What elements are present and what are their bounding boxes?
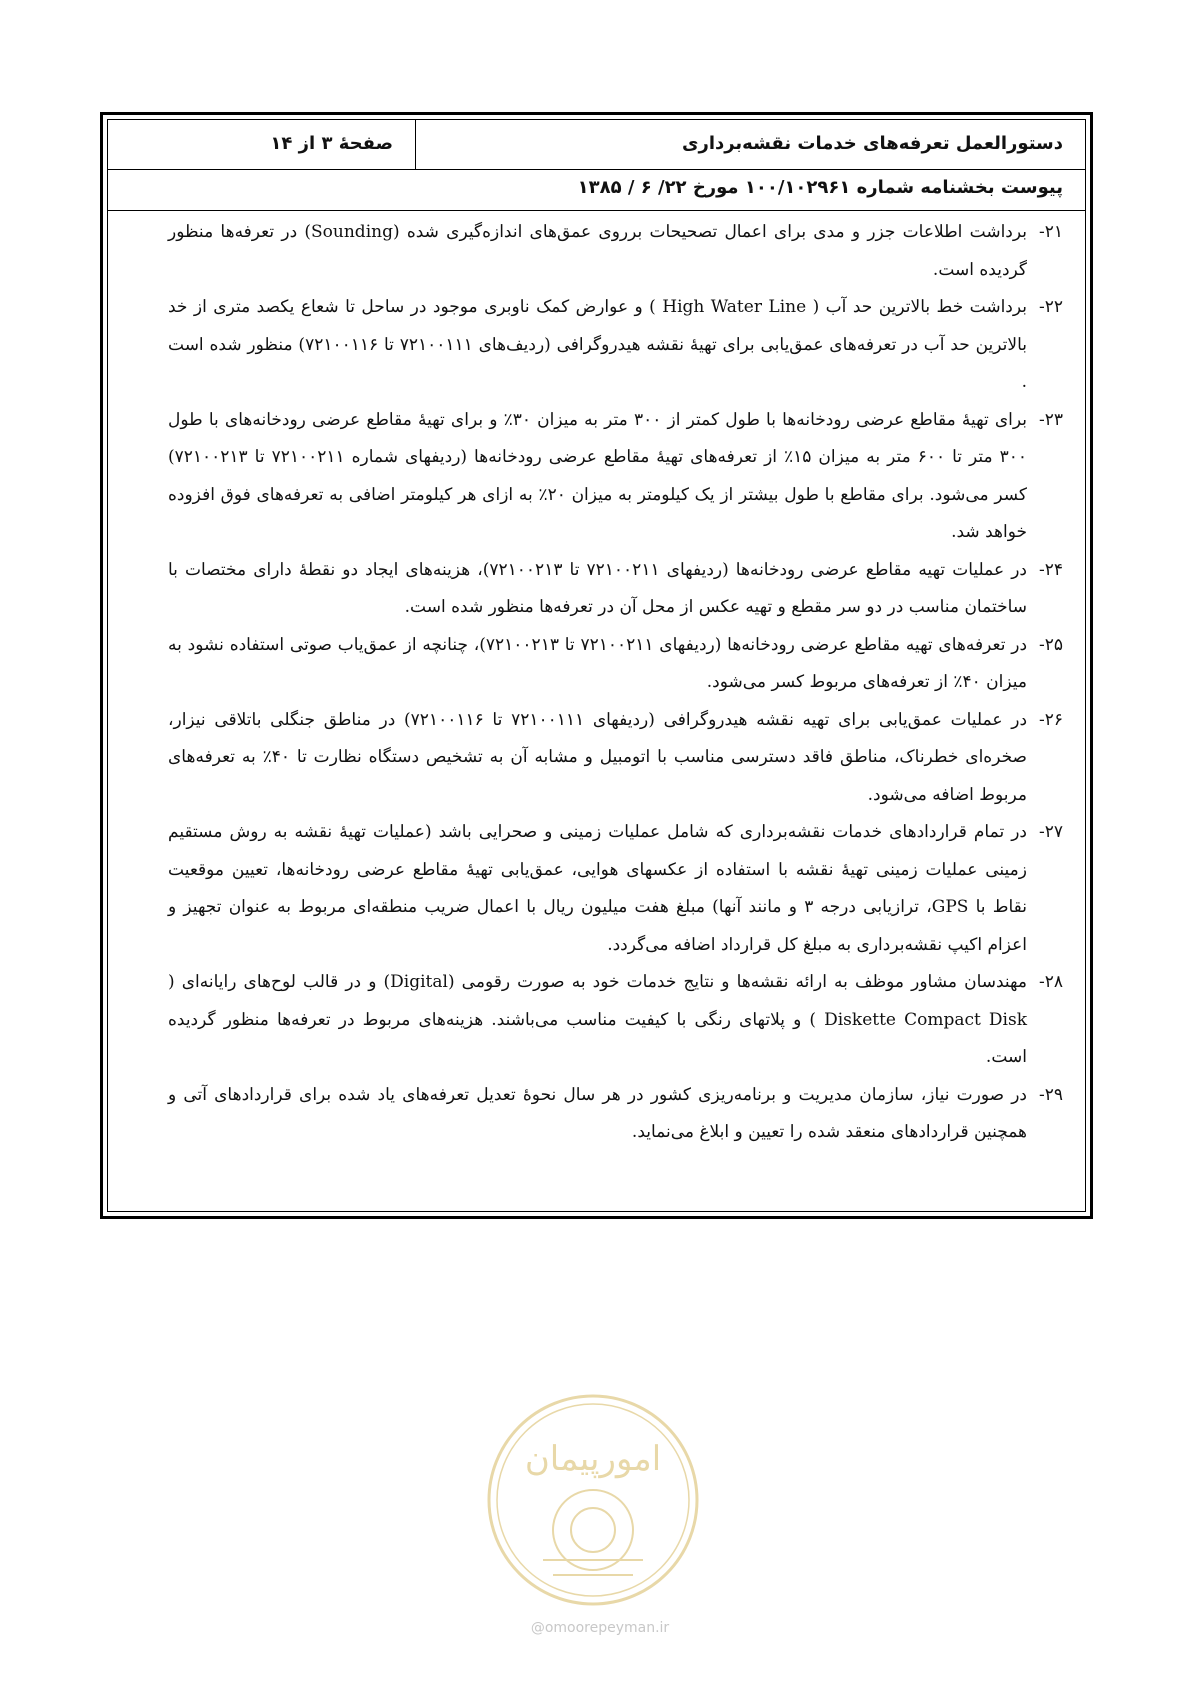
item-text: در عملیات تهیه مقاطع عرضی رودخانه‌ها (ردیفهای ۷۲۱۰۰۲۱۱ تا ۷۲۱۰۰۲۱۳)، هزینه‌های ایجاد دو نقطهٔ دارای مختصات با ساختمان مناسب در دو سر مقطع و تهیه عکس از محل آن در تعرفه‌ها منظور شده است. — [168, 559, 1027, 617]
item-text: در تعرفه‌های تهیه مقاطع عرضی رودخانه‌ها (ردیفهای ۷۲۱۰۰۲۱۱ تا ۷۲۱۰۰۲۱۳)، چنانچه از عمق‌یاب صوتی استفاده نشود به میزان ۴۰٪ از تعرفه‌های مربوط کسر می‌شود. — [168, 634, 1028, 692]
list-item — [168, 289, 1063, 402]
item-number: ۲۸- — [1038, 972, 1063, 992]
item-text: برداشت اطلاعات جزر و مدی برای اعمال تصحیحات برروی عمق‌های اندازه‌گیری شده (Sounding) در تعرفه‌ها منظور گردیده است. — [168, 222, 1027, 280]
item-number: ۲۱- — [1038, 222, 1063, 242]
seal-lettering: امورپیمان — [524, 1439, 662, 1479]
page-number: صفحهٔ ۳ از ۱۴ — [270, 133, 393, 154]
document-title: دستورالعمل تعرفه‌های خدمات نقشه‌برداری — [681, 133, 1063, 154]
list-item — [168, 402, 1063, 552]
item-number: ۲۹- — [1038, 1084, 1063, 1105]
item-number: ۲۶- — [1038, 709, 1063, 730]
item-text: مهندسان مشاور موظف به ارائه نقشه‌ها و نتایج خدمات خود به صورت رقومی (Digital) و در قالب لوح‌های رایانه‌ای ( Diskette Compact Disk ) و پلاتهای رنگی با کیفیت مناسب می‌باشند. هزینه‌های مربوط در تعرفه‌ها منظور گردیده است. — [168, 972, 1028, 1067]
list-item — [168, 552, 1063, 627]
list-item — [168, 814, 1063, 964]
item-number: ۲۲- — [1038, 297, 1063, 317]
item-number: ۲۴- — [1038, 559, 1063, 580]
header-attachment-row — [108, 169, 1085, 211]
item-text: در تمام قراردادهای خدمات نقشه‌برداری که شامل عملیات زمینی و صحرایی باشد (عملیات تهیهٔ نقشه به روش مستقیم زمینی عملیات زمینی تهیهٔ نقشه با استفاده از عکسهای هوایی، عمق‌یابی تهیهٔ مقاطع عرضی رودخانه‌ها، تعیین موقعیت نقاط با GPS، ترازیابی درجه ۳ و مانند آنها) مبلغ هفت میلیون ریال با اعمال ضریب منطقه‌ای مربوط به عنوان تجهیز و اعزام اکیپ نقشه‌برداری به مبلغ کل قرارداد اضافه می‌گردد. — [168, 822, 1027, 955]
document-inner-frame — [107, 119, 1086, 1212]
item-number: ۲۳- — [1038, 409, 1063, 430]
list-item — [168, 702, 1063, 815]
item-text: برای تهیهٔ مقاطع عرضی رودخانه‌ها با طول کمتر از ۳۰۰ متر به میزان ۳۰٪ و برای تهیهٔ مقاطع عرضی رودخانه‌های با طول ۳۰۰ متر تا ۶۰۰ متر به میزان ۱۵٪ از تعرفه‌های تهیهٔ مقاطع عرضی رودخانه‌ها (ردیفهای شماره ۷۲۱۰۰۲۱۱ تا ۷۲۱۰۰۲۱۳) کسر می‌شود. برای مقاطع با طول بیشتر از یک کیلومتر به میزان ۲۰٪ به ازای هر کیلومتر اضافی به تعرفه‌های فوق افزوده خواهد شد. — [168, 409, 1028, 542]
page-number-cell — [108, 120, 416, 169]
item-number: ۲۷- — [1038, 822, 1063, 842]
header-title-row — [108, 120, 1085, 170]
attachment-reference: پیوست بخشنامه شماره ۱۰۰/۱۰۲۹۶۱ مورخ ۲۲/ ۶ / ۱۳۸۵ — [577, 177, 1063, 198]
list-item — [168, 627, 1063, 702]
list-item — [168, 1077, 1063, 1152]
list-item — [168, 214, 1063, 289]
list-item — [168, 964, 1063, 1077]
document-frame — [100, 112, 1093, 1219]
item-text: در صورت نیاز، سازمان مدیریت و برنامه‌ریزی کشور در هر سال نحوهٔ تعدیل تعرفه‌های یاد شده برای قراردادهای آتی و همچنین قراردادهای منعقد شده را تعیین و ابلاغ می‌نماید. — [168, 1084, 1027, 1142]
item-number: ۲۵- — [1038, 634, 1063, 655]
watermark-seal — [483, 1390, 703, 1610]
items-list — [168, 214, 1063, 1152]
item-text: برداشت خط بالاترین حد آب ( High Water Line ) و عوارض کمک ناوبری موجود در ساحل تا شعاع یکصد متری از خد بالاترین حد آب در تعرفه‌های عمق‌یابی برای تهیهٔ نقشه هیدروگرافی (ردیف‌های ۷۲۱۰۰۱۱۱ تا ۷۲۱۰۰۱۱۶) منظور شده است . — [168, 297, 1027, 392]
watermark-site: @omoorepeyman.ir — [530, 1620, 670, 1636]
item-text: در عملیات عمق‌یابی برای تهیه نقشه هیدروگرافی (ردیفهای ۷۲۱۰۰۱۱۱ تا ۷۲۱۰۰۱۱۶) در مناطق جنگلی باتلاقی نیزار، صخره‌ای خطرناک، مناطق فاقد دسترسی مناسب با اتومبیل و مشابه آن به تشخیص دستگاه نظارت تا ۴۰٪ به تعرفه‌های مربوط اضافه می‌شود. — [168, 709, 1028, 805]
